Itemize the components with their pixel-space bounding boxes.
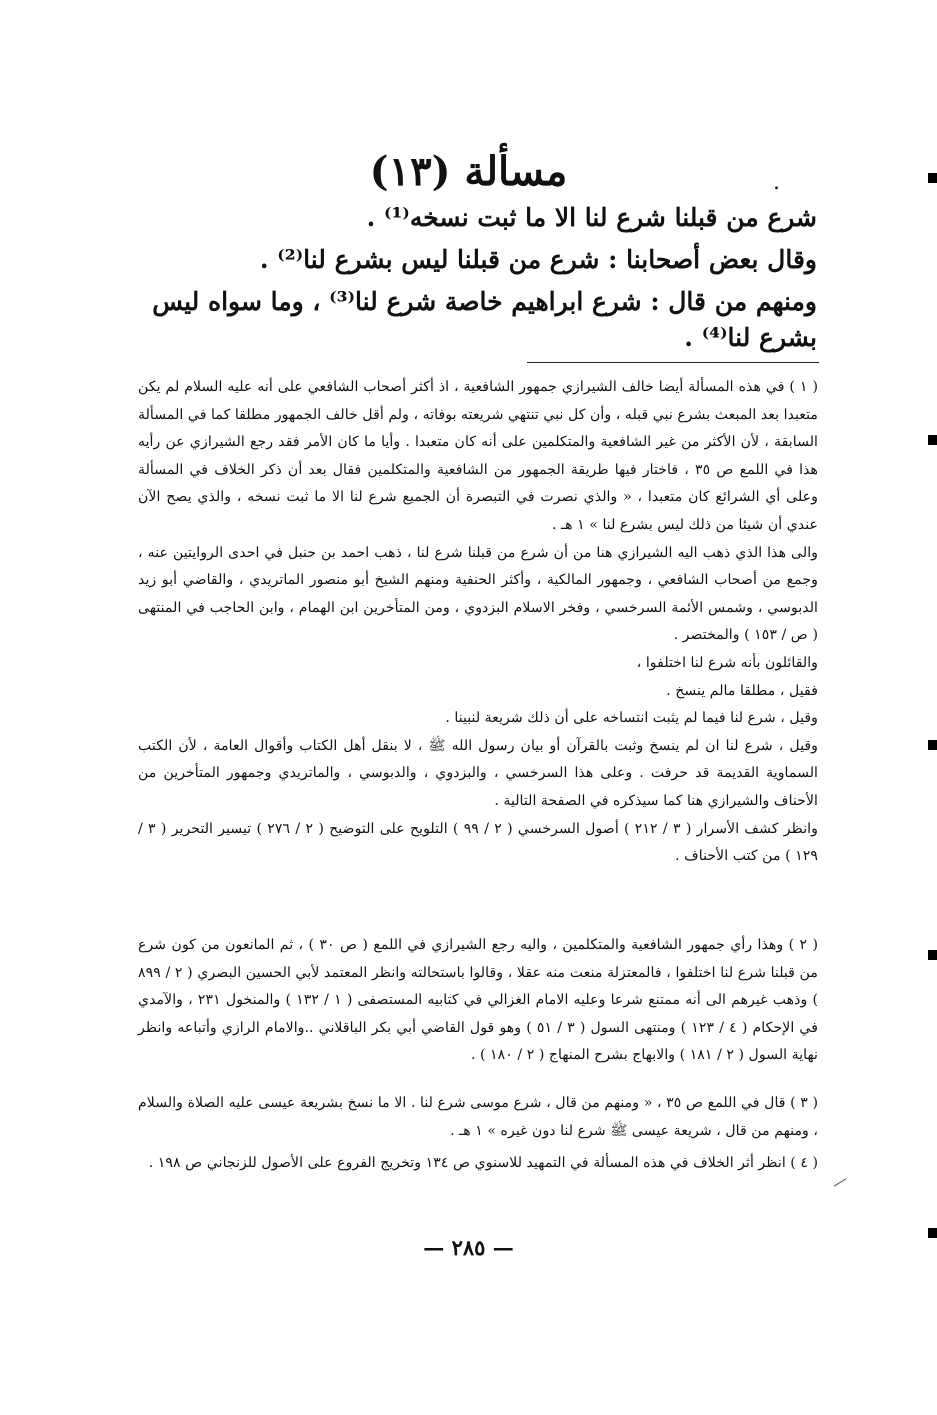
pen-stroke bbox=[834, 1178, 846, 1186]
page-title: مسألة (١٣) bbox=[369, 148, 568, 195]
scan-edge-mark bbox=[928, 173, 937, 183]
footnote-4: ( ٤ ) انظر أثر الخلاف في هذه المسألة في التمهيد للاسنوي ص ١٣٤ وتخريج الفروع على الأصول للزنجاني ص ١٩٨ . bbox=[148, 1155, 818, 1171]
heading-line-1: شرع من قبلنا شرع لنا الا ما ثبت نسخه⁽¹⁾ . bbox=[366, 203, 817, 232]
footnote-1-para-4: فقيل ، مطلقا مالم ينسخ . bbox=[666, 682, 818, 699]
heading-line-4: بشرع لنا⁽⁴⁾ . bbox=[684, 323, 817, 352]
footnote-1-para-2: والى هذا الذي ذهب اليه الشيرازي هنا من أن شرع من قبلنا شرع لنا ، ذهب احمد بن حنبل في احدى الروايتين عنه ، وجمع من أصحاب الشافعي ، وجمهور المالكية ، وأكثر الحنفية ومنهم الشيخ أبو منصور الماتريدي ، والقاضي أبو زيد الدبوسي ، وشمس الأئمة السرخسي ، وفخر الاسلام البزدوي ، ومن المتأخرين ابن الهمام ، وابن الحاجب في المنتهى ( ص / ١٥٣ ) والمختصر . bbox=[138, 544, 818, 644]
scan-edge-mark bbox=[928, 950, 937, 960]
scan-edge-mark bbox=[928, 435, 937, 445]
footnote-1-para-7: وانظر كشف الأسرار ( ٣ / ٢١٢ ) أصول السرخسي ( ٢ / ٩٩ ) التلويح على التوضيح ( ٢ / ٢٧٦ ) تيسير التحرير ( ٣ / ١٢٩ ) من كتب الأحناف . bbox=[138, 820, 818, 865]
footnote-3: ( ٣ ) قال في اللمع ص ٣٥ ، « ومنهم من قال ، شرع موسى شرع لنا . الا ما نسخ بشريعة عيسى عليه الصلاة والسلام ، ومنهم من قال ، شريعة عيسى ﷺ شرع لنا دون غيره » ١ هـ . bbox=[138, 1095, 819, 1139]
margin-dot: . bbox=[773, 170, 780, 195]
footnote-1-para-6: وقيل ، شرع لنا ان لم ينسخ وثبت بالقرآن أو بيان رسول الله ﷺ ، لا بنقل أهل الكتاب وأقوال العامة ، لأن الكتب السماوية القديمة قد حرفت . وعلى هذا السرخسي ، والبزدوي ، والدبوسي ، والماتريدي وجمهور المتأخرين من الأحناف والشيرازي هنا كما سيذكره في الصفحة التالية . bbox=[138, 737, 818, 809]
footnote-1-para-3: والقائلون بأنه شرع لنا اختلفوا ، bbox=[636, 654, 818, 671]
scan-edge-mark bbox=[928, 740, 937, 750]
scan-edge-mark bbox=[928, 1228, 937, 1238]
page-number: — ٢٨٥ — bbox=[423, 1235, 514, 1260]
footnote-1: ( ١ ) في هذه المسألة أيضا خالف الشيرازي جمهور الشافعية ، اذ أكثر أصحاب الشافعي على أنه عليه السلام لم يكن متعبدا بعد المبعث بشرع نبي قبله ، وأن كل نبي تنتهي شريعته بوفاته ، ولم أقل خالف الجمهور مطلقا كما في المسألة السابقة ، لأن الأكثر من غير الشافعية والمتكلمين على أنه كان متعبدا . وأيا ما كان الأمر فقد رجع الشيرازي عن رأيه هذا في اللمع ص ٣٥ ، فاختار فيها طريقة الجمهور من الشافعية والمتكلمين فقال بعد أن ذكر الخلاف في المسألة وعلى أي الشرائع كان متعبدا ، « والذي نصرت في التبصرة أن الجميع شرع لنا الا ما ثبت نسخه ، والذي يصح الآن عندي أن شيئا من ذلك ليس بشرع لنا » ١ هـ . bbox=[138, 379, 819, 533]
footnote-1-block bbox=[138, 374, 818, 871]
footnote-separator bbox=[527, 362, 819, 363]
heading-line-2: وقال بعض أصحابنا : شرع من قبلنا ليس بشرع لنا⁽²⁾ . bbox=[259, 245, 817, 274]
footnote-1-para-5: وقيل ، شرع لنا فيما لم يثبت انتساخه على أن ذلك شريعة لنبينا . bbox=[445, 710, 818, 727]
heading-line-3: ومنهم من قال : شرع ابراهيم خاصة شرع لنا⁽³⁾ ، وما سواه ليس bbox=[152, 287, 817, 316]
footnote-2: ( ٢ ) وهذا رأي جمهور الشافعية والمتكلمين ، واليه رجع الشيرازي في اللمع ( ص ٣٠ ) ، ثم المانعون من كون شرع من قبلنا شرع لنا اختلفوا ، فالمعتزلة منعت منه عقلا ، وقالوا باستحالته وانظر المعتمد لأبي الحسين البصري ( ٢ / ٨٩٩ ) وذهب غيرهم الى أنه ممتنع شرعا وعليه الامام الغزالي في كتابيه المستصفى ( ١ / ١٣٢ ) والمنخول ٢٣١ ، والآمدي في الإحكام ( ٤ / ١٢٣ ) ومنتهى السول ( ٣ / ٥١ ) وهو قول القاضي أبي بكر الباقلاني ..والامام الرازي وأتباعه وانظر نهاية السول ( ٢ / ١٨١ ) والابهاج بشرح المنهاج ( ٢ / ١٨٠ ) . bbox=[138, 937, 819, 1064]
